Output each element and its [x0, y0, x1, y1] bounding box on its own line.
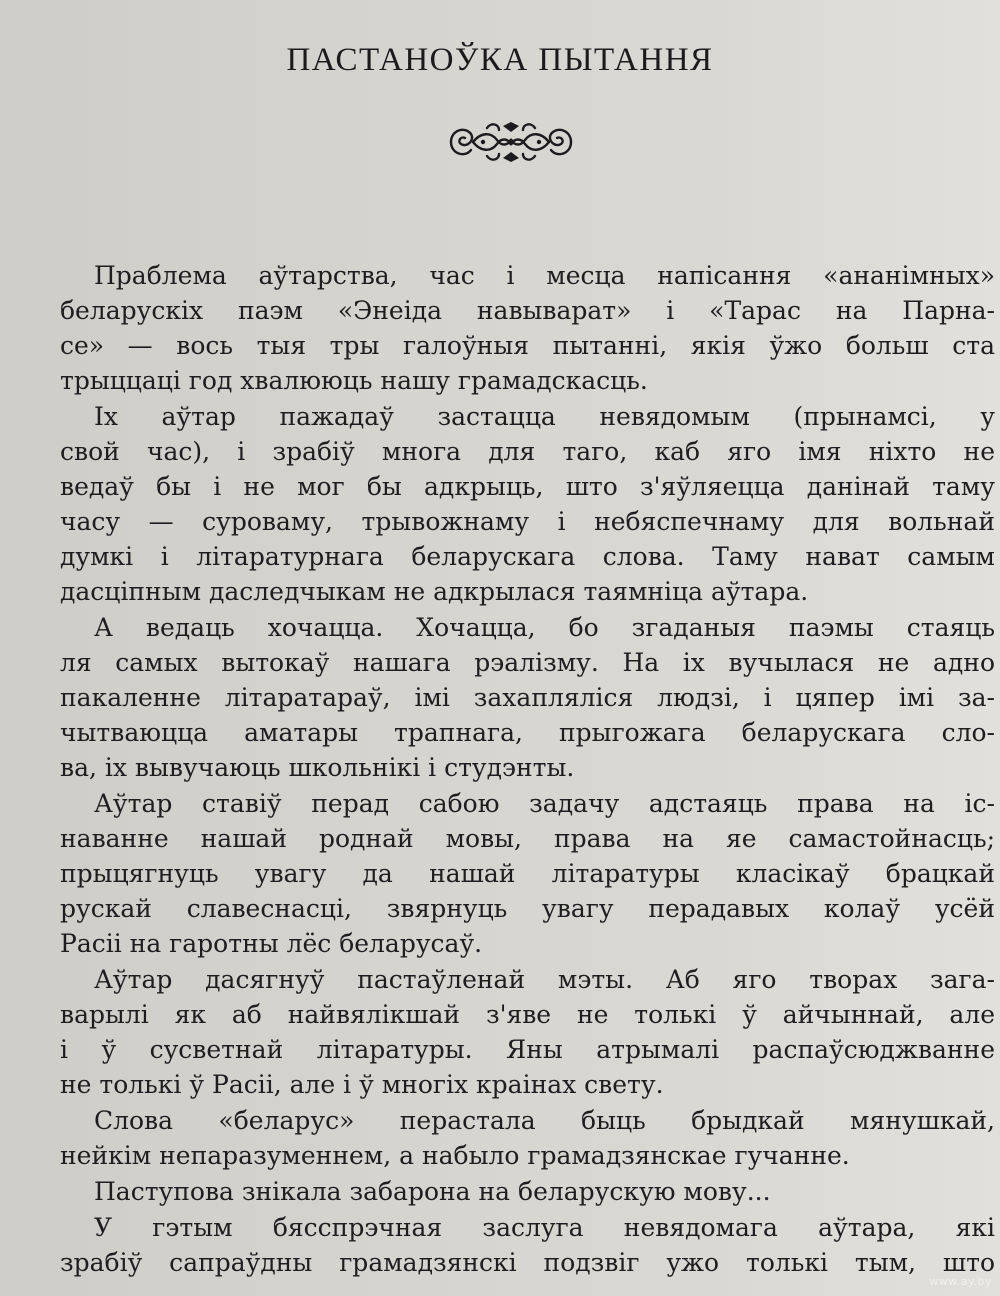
text-line: Слова «беларус» перастала быць брыдкай мянушкай,	[94, 1106, 995, 1135]
text-line: дасціпным даследчыкам не адкрылася таямніца аўтара.	[60, 577, 809, 606]
chapter-title: ПАСТАНОЎКА ПЫТАННЯ	[286, 42, 714, 78]
text-line: У гэтым бясспрэчная заслуга невядомага аўтара, які	[94, 1213, 995, 1242]
text-line: ведаў бы і не мог бы адкрыць, што з'яўляецца данінай таму	[60, 472, 995, 501]
body-text	[60, 258, 995, 1280]
text-line: Аўтар ставіў перад сабою задачу адстаяць права на іс-	[94, 789, 995, 818]
text-line: ва, іх вывучаюць школьнікі і студэнты.	[60, 753, 575, 782]
floral-ornament-icon	[443, 118, 579, 166]
text-line: Праблема аўтарства, час і месца напісання «ананімных»	[94, 261, 995, 290]
text-line: Іх аўтар пажадаў застацца невядомым (прынамсі, у	[94, 402, 995, 431]
text-line: Расіі на гаротны лёс беларусаў.	[60, 929, 483, 958]
text-line: пакаленне літаратараў, імі захапляліся людзі, і цяпер імі за-	[60, 683, 995, 712]
paragraph-7	[60, 1174, 995, 1209]
paragraph-3	[60, 610, 995, 785]
paragraph-6	[60, 1103, 995, 1173]
paragraph-5	[60, 962, 995, 1102]
text-line: свой час), і зрабіў многа для таго, каб яго імя ніхто не	[60, 437, 995, 466]
text-line: се» — вось тыя тры галоўныя пытанні, якія ўжо больш ста	[60, 331, 995, 360]
text-line: ля самых вытокаў нашага рэалізму. На іх вучылася не адно	[60, 648, 995, 677]
paragraph-8	[60, 1210, 995, 1280]
text-line: і ў сусветнай літаратуры. Яны атрымалі распаўсюджванне	[60, 1035, 995, 1064]
text-line: не толькі ў Расіі, але і ў многіх краінах свету.	[60, 1070, 664, 1099]
text-line: наванне нашай роднай мовы, права на яе самастойнасць;	[60, 824, 995, 853]
text-line: Аўтар дасягнуў пастаўленай мэты. Аб яго творах загa-	[94, 965, 995, 994]
paragraph-2	[60, 399, 995, 609]
watermark: www.ay.by	[929, 1275, 992, 1288]
text-line: А ведаць хочацца. Хочацца, бо згаданыя паэмы стаяць	[94, 613, 995, 642]
text-line: думкі і літаратурнага беларускага слова. Таму нават самым	[60, 542, 995, 571]
paragraph-4	[60, 786, 995, 961]
text-line: Паступова знікала забарона на беларускую мову...	[94, 1177, 771, 1206]
paragraph-1	[60, 258, 995, 398]
text-line: беларускіх паэм «Энеіда навыварат» і «Тарас на Парна-	[60, 296, 995, 325]
text-line: рускай славеснасці, звярнуць увагу перадавых колаў усёй	[60, 894, 995, 923]
text-line: трыццаці год хвалююць нашу грамадскасць.	[60, 366, 648, 395]
text-line: прыцягнуць увагу да нашай літаратуры класікаў брацкай	[60, 859, 995, 888]
text-line: варылі як аб найвялікшай з'яве не толькі ў айчыннай, але	[60, 1000, 995, 1029]
text-line: часу — суроваму, трывожнаму і небяспечнаму для вольнай	[60, 507, 995, 536]
text-line: зрабіў сапраўдны грамадзянскі подзвіг ужо толькі тым, што	[60, 1248, 995, 1277]
text-line: нейкім непаразуменнем, а набыло грамадзянскае гучанне.	[60, 1141, 850, 1170]
text-line: чытваюцца аматары трапнага, прыгожага беларускага сло-	[60, 718, 995, 747]
